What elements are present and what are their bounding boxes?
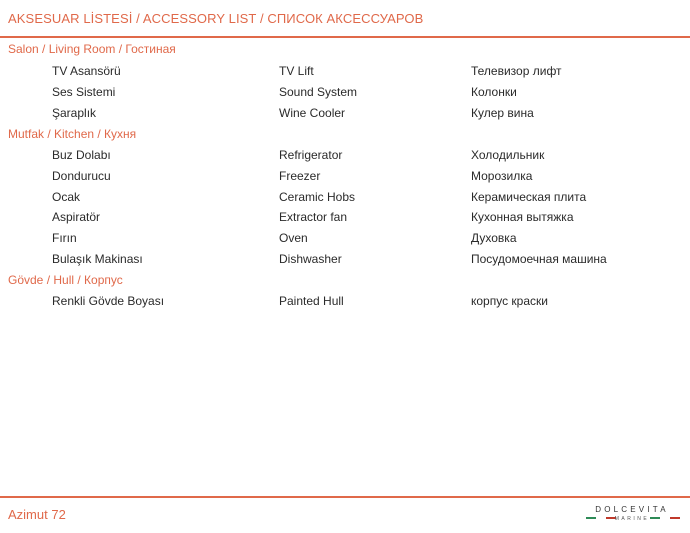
section-title-living-room: Salon / Living Room / Гостиная (8, 42, 176, 56)
item-en: Oven (279, 231, 308, 245)
footer-divider (0, 496, 690, 498)
section-title-kitchen: Mutfak / Kitchen / Кухня (8, 127, 137, 141)
footer-model-name: Azimut 72 (8, 507, 66, 522)
item-en: Wine Cooler (279, 106, 346, 120)
page-title: AKSESUAR LİSTESİ / ACCESSORY LIST / СПИСОК АКСЕССУАРОВ (8, 11, 424, 26)
list-row (0, 85, 690, 106)
item-ru: Керамическая плита (471, 190, 587, 204)
list-row (0, 294, 690, 315)
list-row (0, 64, 690, 85)
item-tr: Fırın (52, 231, 77, 245)
item-tr: Renkli Gövde Boyası (52, 294, 165, 308)
item-ru: Посудомоечная машина (471, 252, 607, 266)
list-row (0, 148, 690, 169)
list-row (0, 106, 690, 127)
item-tr: Ocak (52, 190, 81, 204)
item-en: Ceramic Hobs (279, 190, 356, 204)
item-tr: Ses Sistemi (52, 85, 116, 99)
list-row (0, 210, 690, 231)
item-ru: Колонки (471, 85, 517, 99)
item-tr: Buz Dolabı (52, 148, 111, 162)
brand-name: DOLCEVITA (595, 505, 669, 514)
list-row (0, 169, 690, 190)
item-ru: Холодильник (471, 148, 545, 162)
item-ru: Телевизор лифт (471, 64, 562, 78)
item-tr: Şaraplık (52, 106, 97, 120)
brand-sub: MARINE (614, 516, 650, 522)
dolcevita-logo (584, 505, 680, 525)
list-row (0, 190, 690, 211)
item-en: Freezer (279, 169, 321, 183)
item-tr: Dondurucu (52, 169, 111, 183)
item-tr: Bulaşık Makinası (52, 252, 143, 266)
item-ru: Морозилка (471, 169, 533, 183)
item-en: Sound System (279, 85, 358, 99)
item-ru: Кухонная вытяжка (471, 210, 574, 224)
list-row (0, 231, 690, 252)
item-ru: Кулер вина (471, 106, 534, 120)
item-en: Refrigerator (279, 148, 343, 162)
list-row (0, 252, 690, 273)
item-ru: корпус краски (471, 294, 548, 308)
item-ru: Духовка (471, 231, 517, 245)
item-en: Extractor fan (279, 210, 348, 224)
item-tr: TV Asansörü (52, 64, 121, 78)
item-en: Dishwasher (279, 252, 342, 266)
section-title-hull: Gövde / Hull / Корпус (8, 273, 123, 287)
item-en: Painted Hull (279, 294, 344, 308)
item-en: TV Lift (279, 64, 314, 78)
page-header (0, 0, 690, 38)
item-tr: Aspiratör (52, 210, 101, 224)
